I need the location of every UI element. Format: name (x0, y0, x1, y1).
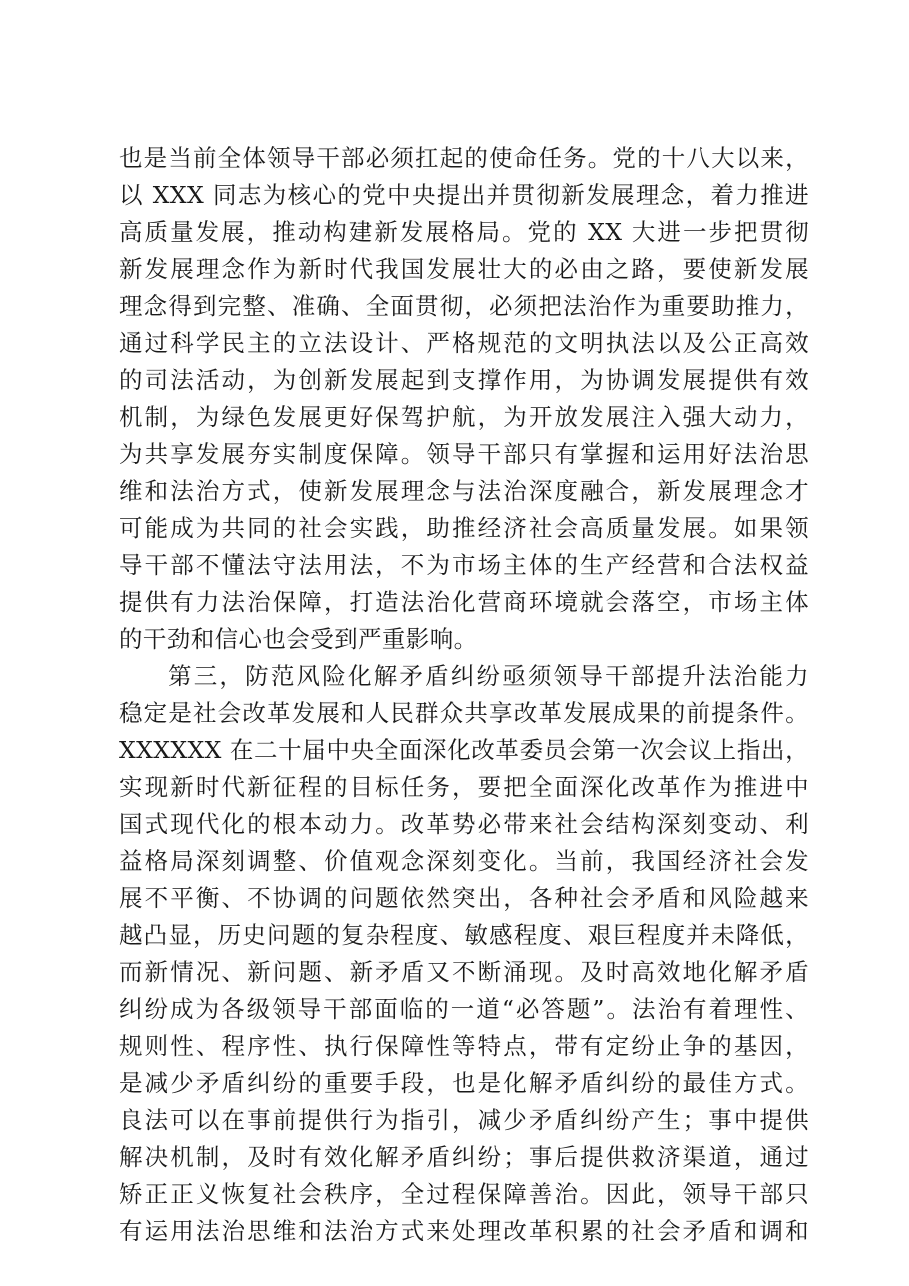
text-line: 展不平衡、不协调的问题依然突出，各种社会矛盾和风险越来 (119, 884, 809, 912)
text-line: 而新情况、新问题、新矛盾又不断涌现。及时高效地化解矛盾 (119, 958, 809, 986)
text-line: 机制，为绿色发展更好保驾护航，为开放发展注入强大动力， (119, 403, 809, 431)
text-line: 理念得到完整、准确、全面贯彻，必须把法治作为重要助推力， (119, 292, 809, 320)
text-line: 稳定是社会改革发展和人民群众共享改革发展成果的前提条件。 (119, 699, 809, 727)
text-line: 的干劲和信心也会受到严重影响。 (119, 625, 478, 653)
text-line: 为共享发展夯实制度保障。领导干部只有掌握和运用好法治思 (119, 440, 809, 468)
text-line: 纠纷成为各级领导干部面临的一道“必答题”。法治有着理性、 (119, 995, 809, 1023)
section-heading: 第三，防范风险化解矛盾纠纷亟须领导干部提升法治能力 (168, 662, 809, 690)
text-line: 良法可以在事前提供行为指引，减少矛盾纠纷产生；事中提供 (119, 1106, 809, 1134)
text-line: 维和法治方式，使新发展理念与法治深度融合，新发展理念才 (119, 477, 809, 505)
text-line: 规则性、程序性、执行保障性等特点，带有定纷止争的基因， (119, 1032, 809, 1060)
text-line: 越凸显，历史问题的复杂程度、敏感程度、艰巨程度并未降低， (119, 921, 809, 949)
text-line: 高质量发展，推动构建新发展格局。党的 XX 大进一步把贯彻 (119, 218, 809, 246)
text-line: 的司法活动，为创新发展起到支撑作用，为协调发展提供有效 (119, 366, 809, 394)
text-line: 新发展理念作为新时代我国发展壮大的必由之路，要使新发展 (119, 255, 809, 283)
text-line: 提供有力法治保障，打造法治化营商环境就会落空，市场主体 (119, 588, 809, 616)
text-line: 导干部不懂法守法用法，不为市场主体的生产经营和合法权益 (119, 551, 809, 579)
body-text (119, 140, 809, 1250)
text-line: 也是当前全体领导干部必须扛起的使命任务。党的十八大以来， (119, 144, 809, 172)
text-line: 可能成为共同的社会实践，助推经济社会高质量发展。如果领 (119, 514, 809, 542)
text-line: 矫正正义恢复社会秩序，全过程保障善治。因此，领导干部只 (119, 1180, 809, 1208)
text-line: 益格局深刻调整、价值观念深刻变化。当前，我国经济社会发 (119, 847, 809, 875)
text-line: XXXXXX 在二十届中央全面深化改革委员会第一次会议上指出， (119, 736, 809, 764)
text-line: 解决机制，及时有效化解矛盾纠纷；事后提供救济渠道，通过 (119, 1143, 809, 1171)
text-line: 国式现代化的根本动力。改革势必带来社会结构深刻变动、利 (119, 810, 809, 838)
text-line: 通过科学民主的立法设计、严格规范的文明执法以及公正高效 (119, 329, 809, 357)
text-line: 实现新时代新征程的目标任务，要把全面深化改革作为推进中 (119, 773, 809, 801)
text-line: 有运用法治思维和法治方式来处理改革积累的社会矛盾和调和 (119, 1217, 809, 1245)
text-line: 是减少矛盾纠纷的重要手段，也是化解矛盾纠纷的最佳方式。 (119, 1069, 809, 1097)
text-line: 以 XXX 同志为核心的党中央提出并贯彻新发展理念，着力推进 (119, 181, 809, 209)
